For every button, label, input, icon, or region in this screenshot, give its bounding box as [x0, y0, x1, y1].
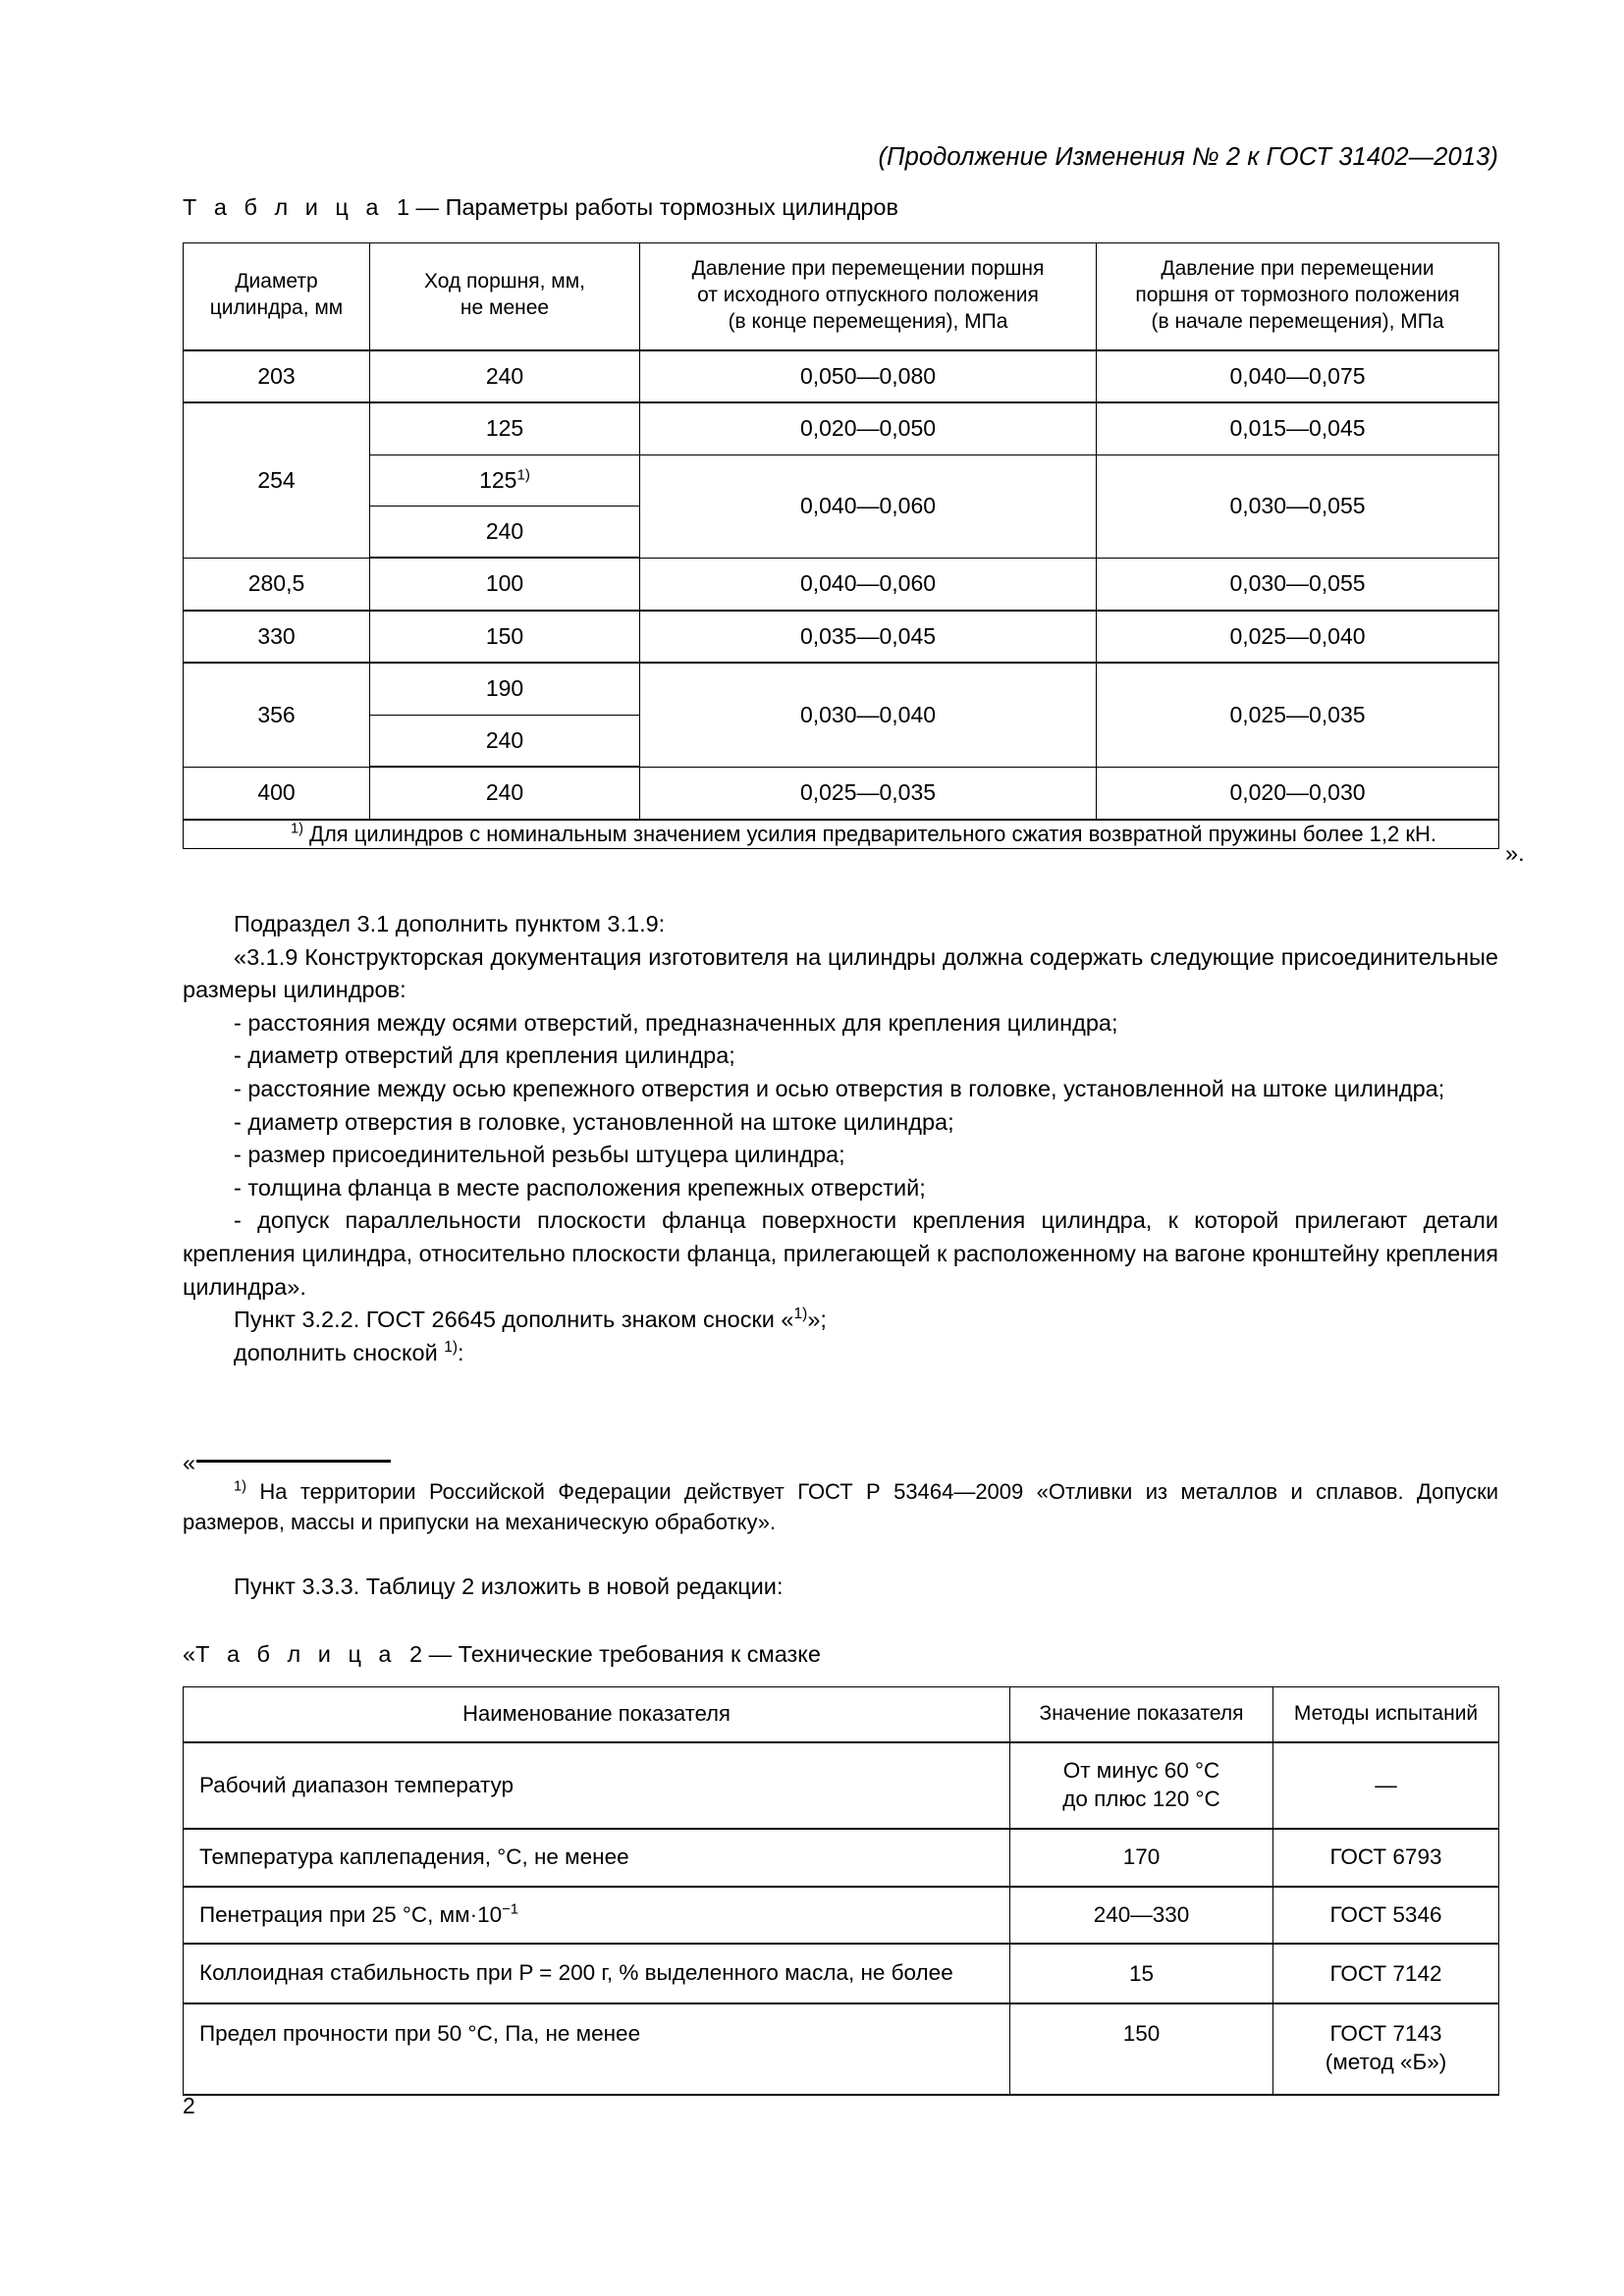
table2-cell-name: Рабочий диапазон температур: [184, 1742, 1010, 1829]
table2-caption-dash: —: [428, 1641, 453, 1667]
table1-cell-stroke: 125: [370, 402, 640, 454]
table1-footnote-marker: 1): [291, 821, 303, 837]
table1-cell-diameter: 280,5: [184, 558, 370, 610]
table1-footnote-text: Для цилиндров с номинальным значением усилия предварительного сжатия возвратной пружины более 1,2 кН.: [309, 821, 1436, 846]
table1-cell-stroke: 100: [370, 558, 640, 610]
body-block-2: [183, 1571, 1498, 1604]
table-row: [184, 1829, 1499, 1887]
table1-col-pressure-brake-line3: (в начале перемещения), МПа: [1151, 309, 1444, 333]
table2-cell-name-text: Пенетрация при 25 °С, мм·10: [199, 1901, 503, 1927]
paragraph-add-footnote: [183, 1337, 1498, 1370]
table1-col-diameter-line2: цилиндра, мм: [209, 296, 344, 320]
table2-col-name: Наименование показателя: [184, 1687, 1010, 1743]
body-block-1: [183, 908, 1498, 1369]
table2-cell-method: ГОСТ 6793: [1273, 1829, 1499, 1887]
table2: [183, 1686, 1499, 2096]
table-row: [184, 454, 1499, 506]
table1-cell-pressure-brake: 0,020—0,030: [1097, 767, 1499, 819]
table1-col-stroke-line2: не менее: [460, 296, 550, 320]
table1-cell-pressure-brake: 0,015—0,045: [1097, 402, 1499, 454]
table1-cell-diameter: 254: [184, 402, 370, 558]
table2-cell-value-line2: до плюс 120 °С: [1062, 1786, 1220, 1811]
table1-cell-pressure-brake: 0,025—0,040: [1097, 611, 1499, 663]
table1-col-stroke: [370, 243, 640, 350]
list-item: - толщина фланца в месте расположения крепежных отверстий;: [234, 1174, 926, 1201]
paragraph-3-2-2-before: Пункт 3.2.2. ГОСТ 26645 дополнить знаком сноски «: [234, 1307, 794, 1333]
table1-head: [184, 243, 1499, 350]
table1-caption-title: Параметры работы тормозных цилиндров: [445, 194, 898, 220]
table2-cell-method-line2: (метод «Б»): [1325, 2049, 1447, 2074]
paragraph-3-1-9: «3.1.9 Конструкторская документация изготовителя на цилиндры должна содержать следующие присоединительные размеры цилиндров:: [183, 943, 1498, 1003]
table2-wrapper: [183, 1686, 1498, 2096]
page-number: 2: [183, 2093, 195, 2118]
footnote-separator-line: [183, 1451, 1498, 1476]
footnote-marker: 1): [444, 1338, 459, 1356]
table1-cell-pressure-brake: 0,030—0,055: [1097, 558, 1499, 610]
table2-col-method: Методы испытаний: [1273, 1687, 1499, 1743]
table2-cell-name: Предел прочности при 50 °С, Па, не менее: [184, 2003, 1010, 2095]
table2-cell-value: 240—330: [1010, 1887, 1273, 1945]
table1-cell-stroke: 240: [370, 506, 640, 558]
table1-caption-dash: —: [415, 194, 440, 220]
table-row: [184, 558, 1499, 610]
table-row: [184, 1944, 1499, 2003]
running-header: (Продолжение Изменения № 2 к ГОСТ 31402—2013): [878, 143, 1498, 171]
table1-cell-pressure-brake: 0,040—0,075: [1097, 350, 1499, 402]
paragraph-add-footnote-after: :: [458, 1339, 464, 1365]
table1-cell-pressure-brake: 0,025—0,035: [1097, 663, 1499, 767]
exponent: −1: [502, 1901, 519, 1918]
table1-body: [184, 350, 1499, 849]
table2-cell-value: 15: [1010, 1944, 1273, 2003]
table2-cell-name: Коллоидная стабильность при P = 200 г, % выделенного масла, не более: [184, 1944, 1010, 2003]
table1-cell-pressure-release: 0,050—0,080: [640, 350, 1097, 402]
paragraph-subsection-add: Подраздел 3.1 дополнить пунктом 3.1.9:: [234, 911, 666, 936]
table1-caption-number: 1: [396, 194, 410, 220]
table1-header-row: [184, 243, 1499, 350]
list-item: - диаметр отверстий для крепления цилиндра;: [234, 1042, 735, 1069]
table2-cell-name: Температура каплепадения, °С, не менее: [184, 1829, 1010, 1887]
table1-cell-diameter: 203: [184, 350, 370, 402]
table2-caption-number: 2: [409, 1641, 423, 1667]
table1-cell-pressure-release: 0,040—0,060: [640, 558, 1097, 610]
table1-cell-diameter: 400: [184, 767, 370, 819]
table-row: [184, 2003, 1499, 2095]
footnote-rule: [196, 1460, 391, 1463]
table2-caption: [183, 1641, 821, 1668]
footnote-block: [183, 1451, 1498, 1537]
table1-cell-stroke: 240: [370, 767, 640, 819]
paragraph-3-2-2-after: »;: [807, 1307, 827, 1333]
table2-cell-method: [1273, 2003, 1499, 2095]
table2-cell-value-line1: От минус 60 °С: [1062, 1758, 1220, 1784]
table2-cell-method: —: [1273, 1742, 1499, 1829]
table1-cell-pressure-brake: 0,030—0,055: [1097, 454, 1499, 558]
table1-cell-stroke: 190: [370, 663, 640, 715]
table-row: [184, 611, 1499, 663]
table1-col-pressure-brake-line2: поршня от тормозного положения: [1135, 283, 1460, 306]
paragraph-add-footnote-before: дополнить сноской: [234, 1339, 445, 1365]
table2-cell-name: [184, 1887, 1010, 1945]
table2-caption-quote: «: [183, 1641, 196, 1667]
table1-col-pressure-release-line3: (в конце перемещения), МПа: [728, 309, 1008, 333]
footnote-marker: 1): [793, 1306, 808, 1323]
table1-cell-stroke: 240: [370, 715, 640, 767]
table2-caption-label: Т а б л и ц а: [195, 1641, 398, 1667]
table2-header-row: [184, 1687, 1499, 1743]
table1-cell-stroke-value: 125: [479, 466, 517, 493]
footnote-marker: 1): [234, 1478, 246, 1495]
paragraph-3-2-2: [183, 1304, 1498, 1337]
table1-footnote: [184, 820, 1499, 849]
table2-col-value: Значение показателя: [1010, 1687, 1273, 1743]
table1-cell-pressure-release: 0,035—0,045: [640, 611, 1097, 663]
table1-cell-pressure-release: 0,030—0,040: [640, 663, 1097, 767]
table2-cell-method: ГОСТ 7142: [1273, 1944, 1499, 2003]
table2-cell-value: [1010, 1742, 1273, 1829]
table1: [183, 242, 1499, 849]
table-row: [184, 663, 1499, 715]
table1-cell-pressure-release: 0,040—0,060: [640, 454, 1097, 558]
list-item: - расстояние между осью крепежного отверстия и осью отверстия в головке, установленной на штоке цилиндра;: [234, 1075, 1445, 1101]
table2-cell-value: 150: [1010, 2003, 1273, 2095]
table1-cell-stroke: 150: [370, 611, 640, 663]
table-row: [184, 1887, 1499, 1945]
footnote-body: На территории Российской Федерации действует ГОСТ Р 53464—2009 «Отливки из металлов и сплавов. Допуски размеров, массы и припуски на механическую обработку».: [183, 1479, 1498, 1535]
table1-footnote-row: [184, 820, 1499, 849]
table1-cell-diameter: 330: [184, 611, 370, 663]
table2-caption-title: Технические требования к смазке: [458, 1641, 821, 1667]
footnote-text: [183, 1476, 1498, 1537]
table1-col-pressure-brake-line1: Давление при перемещении: [1161, 257, 1435, 280]
table-row: [184, 1742, 1499, 1829]
table1-col-diameter: [184, 243, 370, 350]
table1-cell-pressure-release: 0,020—0,050: [640, 402, 1097, 454]
footnote-marker: 1): [516, 465, 530, 483]
list-item: - допуск параллельности плоскости фланца поверхности крепления цилиндра, к которой прилегают детали крепления цилиндра, относительно плоскости фланца, прилегающей к расположенному на вагоне кронштейну крепления цилиндра».: [183, 1207, 1498, 1300]
list-item: - расстояния между осями отверстий, предназначенных для крепления цилиндра;: [234, 1009, 1118, 1036]
table1-col-pressure-release-line1: Давление при перемещении поршня: [691, 257, 1045, 280]
table1-col-pressure-release-line2: от исходного отпускного положения: [697, 283, 1039, 306]
list-item: - размер присоединительной резьбы штуцера цилиндра;: [234, 1142, 845, 1168]
table1-col-pressure-release: [640, 243, 1097, 350]
table-row: [184, 402, 1499, 454]
table1-wrapper: [183, 242, 1498, 849]
table2-body: [184, 1742, 1499, 2095]
table1-col-pressure-brake: [1097, 243, 1499, 350]
table1-closing-quote: ».: [1505, 840, 1525, 866]
table1-caption: [183, 194, 898, 221]
table1-cell-pressure-release: 0,025—0,035: [640, 767, 1097, 819]
table-row: [184, 350, 1499, 402]
table1-col-stroke-line1: Ход поршня, мм,: [423, 270, 585, 294]
table1-col-diameter-line1: Диаметр: [235, 270, 318, 294]
table1-caption-label: Т а б л и ц а: [183, 194, 384, 220]
table1-cell-stroke: 240: [370, 350, 640, 402]
table2-head: [184, 1687, 1499, 1743]
list-item: - диаметр отверстия в головке, установленной на штоке цилиндра;: [234, 1108, 954, 1135]
table1-cell-diameter: 356: [184, 663, 370, 767]
table-row: [184, 767, 1499, 819]
footnote-open-quote: «: [183, 1450, 196, 1476]
table2-cell-value: 170: [1010, 1829, 1273, 1887]
table2-cell-method: ГОСТ 5346: [1273, 1887, 1499, 1945]
table1-cell-stroke: [370, 454, 640, 506]
paragraph-3-3-3: Пункт 3.3.3. Таблицу 2 изложить в новой редакции:: [234, 1574, 784, 1599]
table2-cell-method-line1: ГОСТ 7143: [1329, 2021, 1442, 2047]
